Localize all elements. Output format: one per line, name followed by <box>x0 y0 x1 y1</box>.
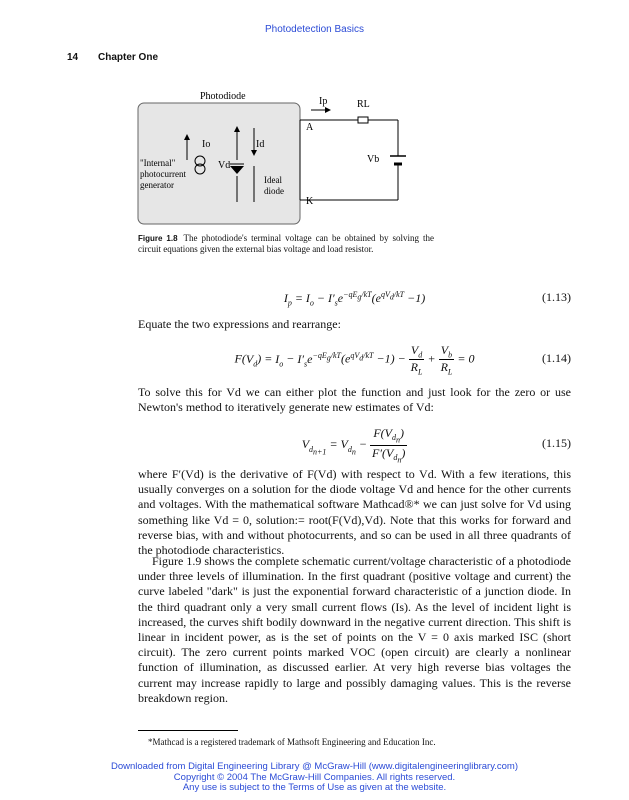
load-resistor <box>358 117 368 123</box>
running-header: Photodetection Basics <box>265 24 364 35</box>
svg-text:Ip: Ip <box>319 96 328 107</box>
svg-text:A: A <box>306 122 314 133</box>
svg-text:K: K <box>306 196 314 207</box>
equation-1-15: $V_{d_{n+1}} = V_{d_n}$ − $\frac{F(V_{d_n})}{F'(V_{d_n})}$ (1.15) <box>301 426 571 465</box>
svg-text:Ideal: Ideal <box>264 175 282 185</box>
svg-text:Io: Io <box>202 139 211 150</box>
figure-caption <box>138 233 434 254</box>
svg-text:diode: diode <box>264 186 284 196</box>
footnote-rule <box>138 730 238 731</box>
download-line-3: Any use is subject to the Terms of Use as given at the website. <box>182 782 447 793</box>
equation-1-14: $F(V_d) = I_o - I'_se^{-qE_g/kT}(e^{qV_d/kT} -1)$ − $\frac{V_d}{R_L}$ + $\frac{V_b}{R_L}$ = 0 (1.14) <box>234 343 571 377</box>
svg-text:generator: generator <box>140 180 174 190</box>
chapter-title: Chapter One <box>98 52 159 63</box>
paragraph-4: Figure 1.9 shows the complete schematic current/voltage characteristic of a photodiode under three levels of illumination. In the first quadrant (positive voltage and current) the curve labeled "dark" is just the exponential forward characteristic of a junction diode. In the third quadrant only a very small current flows (Is). As the level of incident light is increased, the curves shift bodily downward in the negative current direction. This shift is linear in incident power, as is the set of points on the V = 0 axis marked ISC (short circuit). The zero current points marked VOC (open circuit) are clearly a nonlinear function of illumination, as discussed earlier. At very high reverse bias voltages the current may increase rapidly to large and possibly damaging values. This is the reverse breakdown region. <box>138 554 571 705</box>
svg-text:RL: RL <box>357 99 370 110</box>
svg-text:photocurrent: photocurrent <box>140 169 186 179</box>
equation-1-13: $I_p = I_o - I'_se^{-qE_g/kT}(e^{qV_d/kT} -1)$ (1.13) <box>283 290 571 308</box>
footnote: *Mathcad is a registered trademark of Mathsoft Engineering and Education Inc. <box>148 737 436 747</box>
download-line-2: Copyright © 2004 The McGraw-Hill Companies. All rights reserved. <box>173 771 456 783</box>
paragraph-3: where F′(Vd) is the derivative of F(Vd) with respect to Vd. With a few iterations, this usually converges on a solution for the diode voltage Vd and hence for the other currents and voltages. With the mathematical software Mathcad®* we can just solve for Vd using something like Vd = 0, solution:= root(F(Vd),Vd). Note that this works for forward and reverse bias, with and without photocurrents, and so can be used in all three quadrants of the photodiode characteristics. <box>138 467 571 558</box>
svg-text:Vb: Vb <box>367 154 380 165</box>
photodiode-label: Photodiode <box>200 91 246 102</box>
download-notice <box>0 762 629 794</box>
page-number: 14 <box>67 52 79 63</box>
svg-text:"Internal": "Internal" <box>140 158 176 168</box>
caption-text: The photodiode's terminal voltage can be obtained by solving the circuit equations given the external bias voltage and load resistor. <box>138 233 434 254</box>
paragraph-1: Equate the two expressions and rearrange: <box>138 317 341 331</box>
paragraph-2: To solve this for Vd we can either plot the function and just look for the zero or use Newton's method to iteratively generate new estimates of Vd: <box>138 385 571 415</box>
download-line-1: Downloaded from Digital Engineering Library @ McGraw-Hill (www.digitalengineeringlibrary.com) <box>110 761 519 772</box>
svg-text:Id: Id <box>256 139 265 150</box>
figure-label: Figure 1.8 <box>138 234 178 243</box>
svg-text:Vd: Vd <box>218 160 231 171</box>
circuit-diagram <box>136 90 436 230</box>
